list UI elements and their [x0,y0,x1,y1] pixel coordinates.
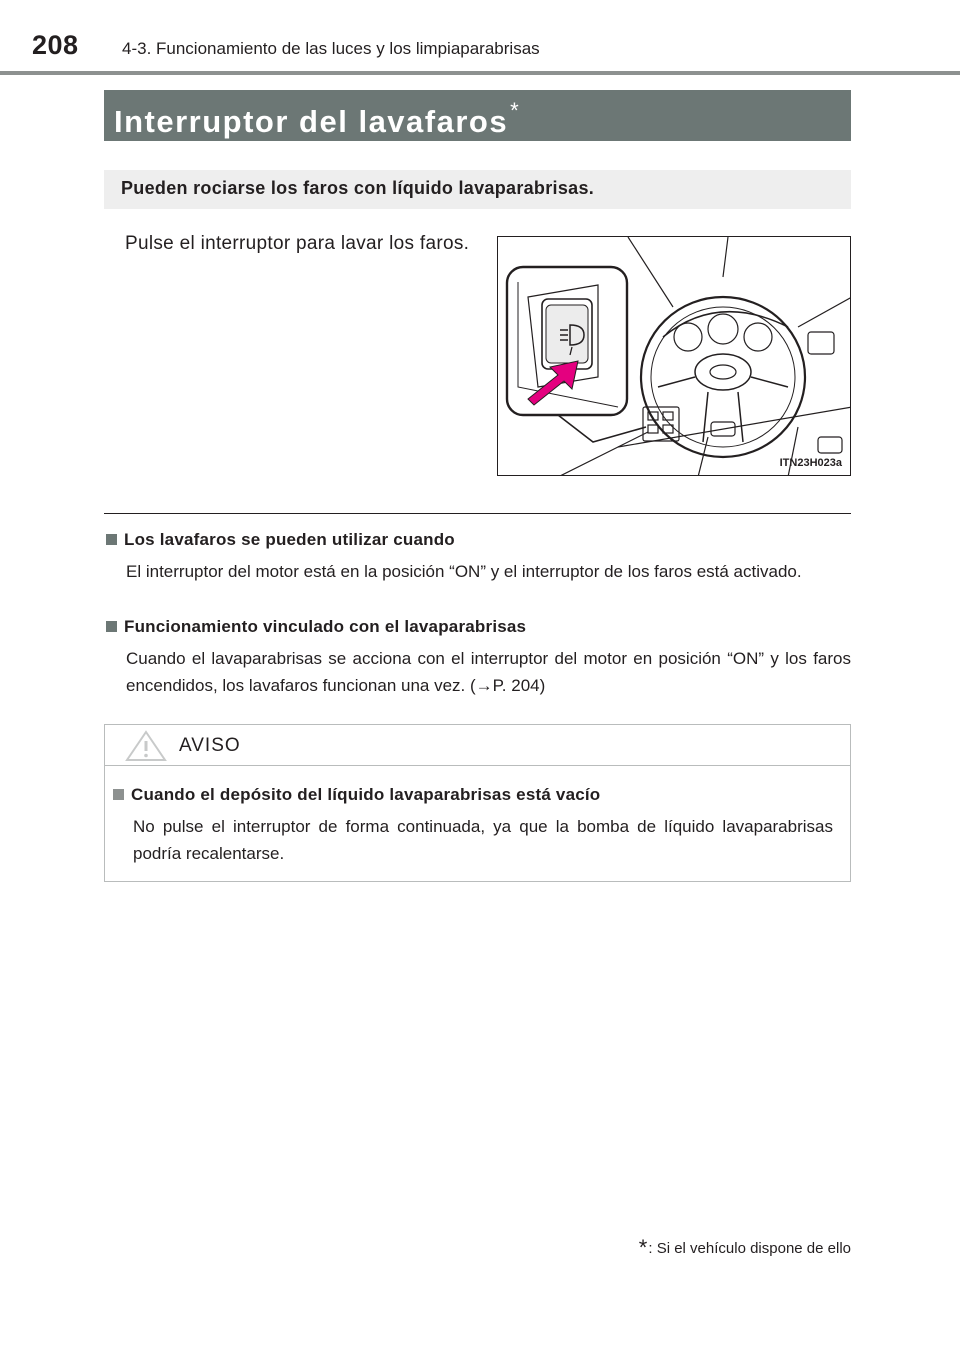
note-linked-operation [106,617,851,699]
header-rule [0,71,960,75]
note-heading [106,617,851,637]
page-number: 208 [32,30,79,60]
warning-header [105,725,850,766]
bullet-square-icon [113,789,124,800]
bullet-square-icon [106,534,117,545]
note-body: Cuando el lavaparabrisas se acciona con el interruptor del motor en posición “ON” y los faros encendidos, los lavafaros funcionan una vez. (→P. 204) [126,649,851,695]
footnote [639,1235,851,1261]
asterisk-mark: * [510,98,521,123]
asterisk-icon: * [638,1235,648,1260]
summary-box [104,170,851,209]
note-body: El interruptor del motor está en la posición “ON” y el interruptor de los faros está activado. [126,562,802,581]
note-heading-text: Funcionamiento vinculado con el lavaparabrisas [124,617,527,636]
figure-code: ITN23H023a [779,457,842,469]
section-title [114,98,520,140]
footnote-text: : Si el vehículo dispone de ello [648,1240,851,1257]
intro-text: Pulse el interruptor para lavar los faros. [125,233,470,254]
warning-note [113,785,833,867]
dashboard-illustration [498,237,851,476]
note-heading-text: Los lavafaros se pueden utilizar cuando [124,530,455,549]
warning-heading [113,785,833,805]
warning-box [104,724,851,882]
note-usage [106,530,851,585]
note-heading [106,530,851,550]
bullet-square-icon [106,621,117,632]
section-title-text: Interruptor del lavafaros [114,104,509,139]
divider [104,513,851,514]
summary-text: Pueden rociarse los faros con líquido lavaparabrisas. [121,178,595,198]
section-title-bar [104,90,851,141]
warning-body: No pulse el interruptor de forma continuada, ya que la bomba de líquido lavaparabrisas podría recalentarse. [133,817,833,863]
warning-triangle-icon [125,730,167,762]
warning-title: AVISO [179,735,241,756]
chapter-title: 4-3. Funcionamiento de las luces y los limpiaparabrisas [122,39,540,58]
figure [497,236,851,476]
warning-heading-text: Cuando el depósito del líquido lavaparabrisas está vacío [131,785,601,804]
